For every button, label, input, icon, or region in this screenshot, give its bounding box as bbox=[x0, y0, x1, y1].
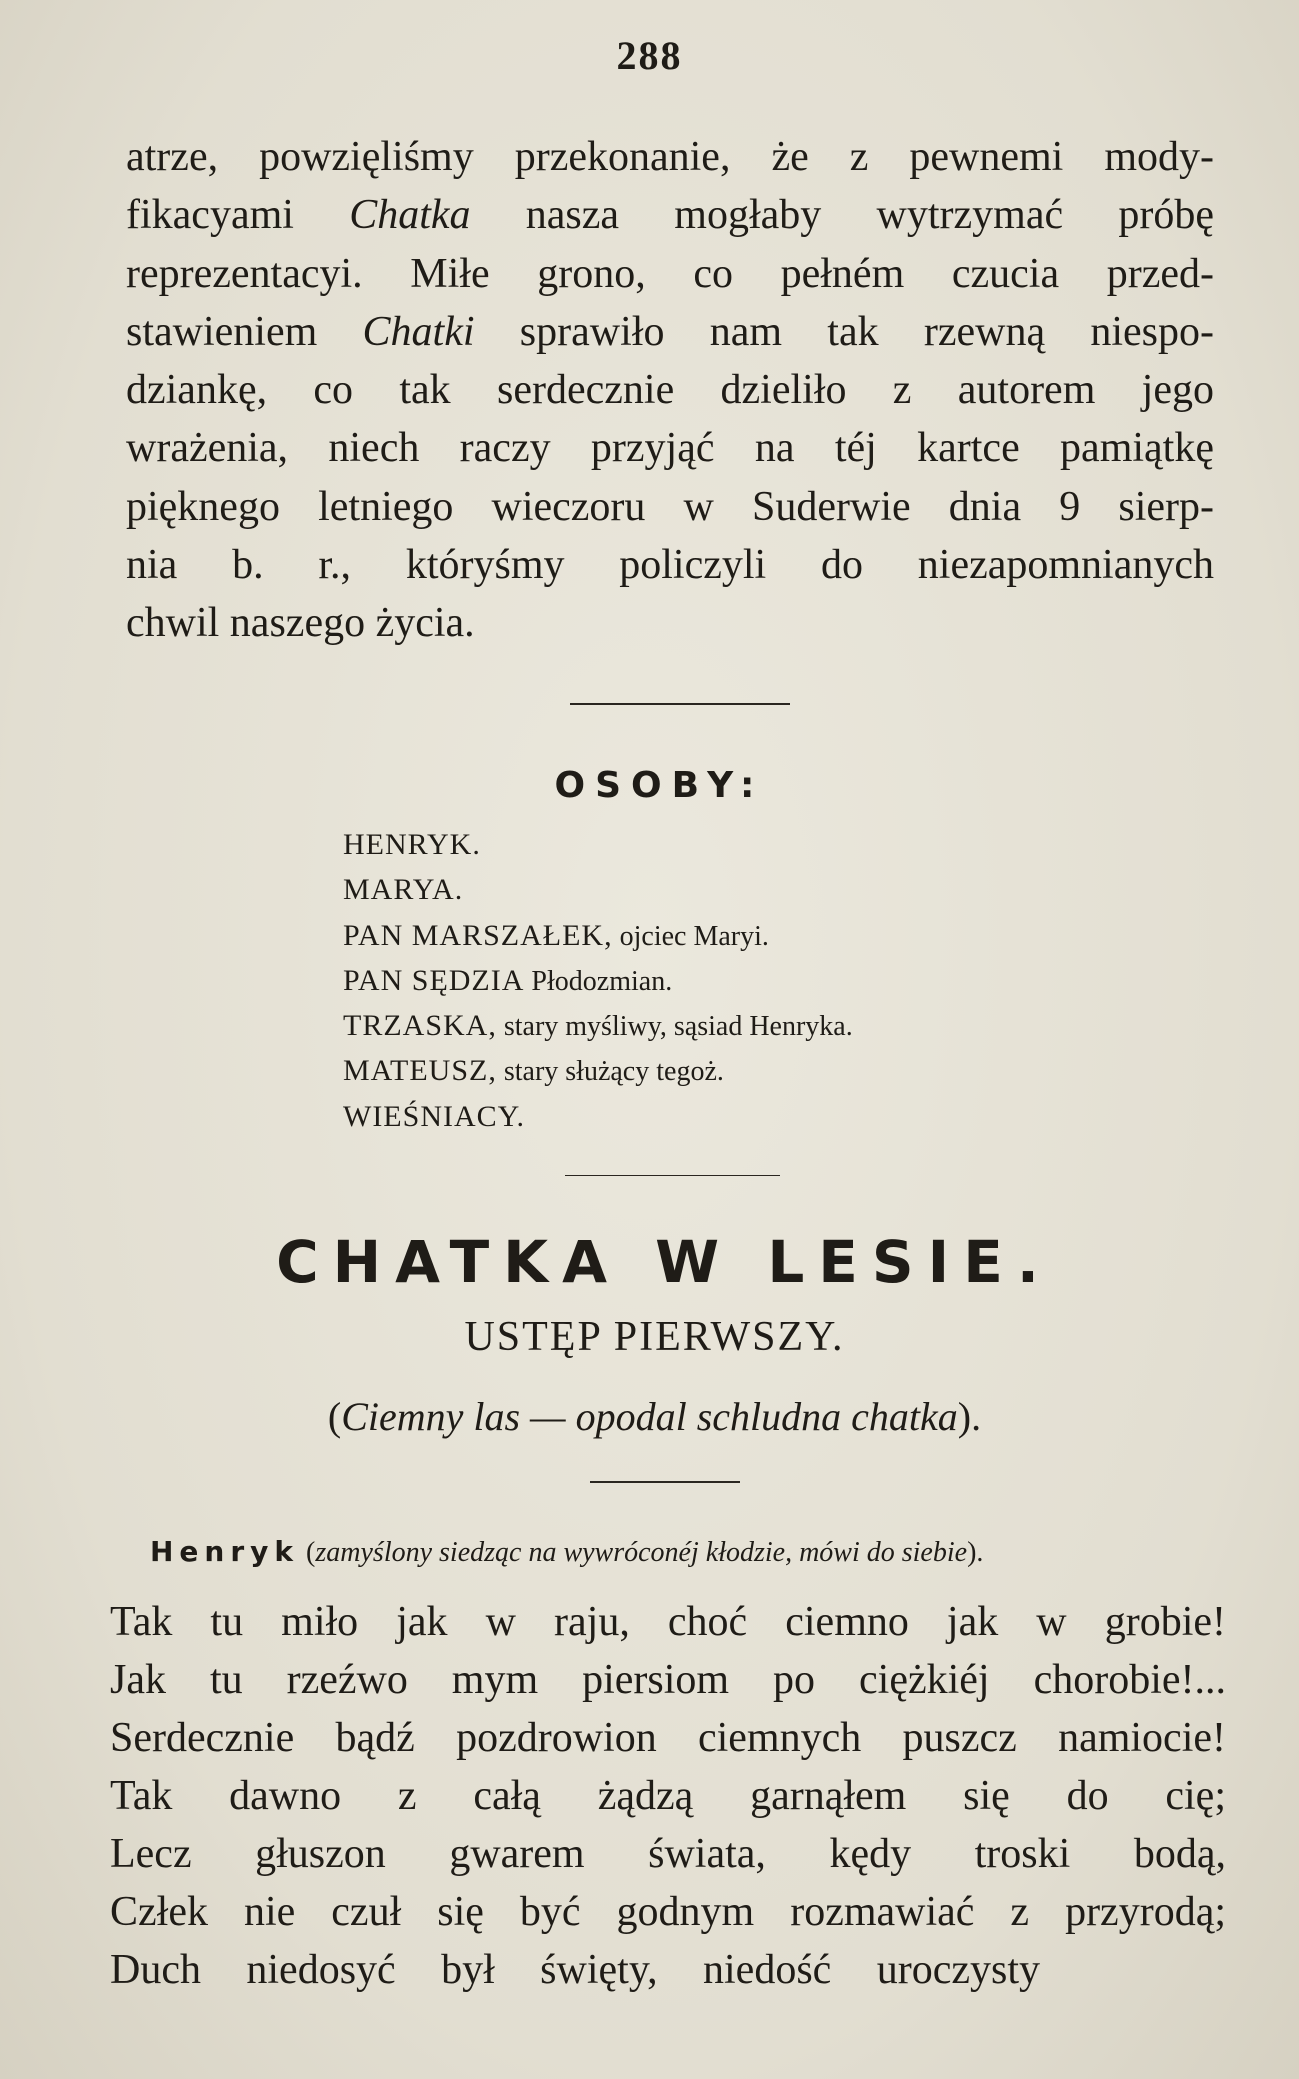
cast-description: stary służący tegoż. bbox=[496, 1056, 724, 1088]
cast-name: WIEŚNIACY. bbox=[343, 1099, 525, 1133]
cast-item bbox=[343, 1094, 1143, 1139]
act-title: USTĘP PIERWSZY. bbox=[464, 1314, 845, 1360]
cast-item bbox=[343, 958, 1143, 1003]
verse-block bbox=[110, 1593, 1226, 1999]
prose-line bbox=[126, 303, 1214, 361]
cast-name: TRZASKA, bbox=[343, 1009, 497, 1043]
cast-name: PAN MARSZAŁEK, bbox=[343, 918, 613, 952]
prose-line: pięknego letniego wieczoru w Suderwie dnia 9 sierp- bbox=[126, 483, 1214, 530]
speaker-name: Henryk bbox=[150, 1535, 300, 1568]
italic-title: Chatka bbox=[349, 192, 471, 239]
cast-description: Płodozmian. bbox=[524, 965, 673, 997]
page-number: 288 bbox=[616, 33, 683, 78]
verse-line: Tak tu miło jak w raju, choć ciemno jak w grobie! bbox=[110, 1599, 1226, 1645]
prose-text: nasza mogłaby wytrzymać próbę bbox=[470, 192, 1214, 239]
verse-line: Jak tu rzeźwo mym piersiom po ciężkiéj chorobie!... bbox=[110, 1657, 1226, 1703]
cast-item bbox=[343, 913, 1143, 958]
cast-item bbox=[343, 1048, 1143, 1093]
divider-rule bbox=[565, 1175, 780, 1176]
preface-paragraph bbox=[126, 128, 1214, 653]
play-title: CHATKA W LESIE. bbox=[276, 1228, 1053, 1296]
cast-name: MATEUSZ, bbox=[343, 1054, 497, 1088]
scene-setting: (Ciemny las — opodal schludna chatka). bbox=[327, 1394, 982, 1439]
verse-line: Duch niedosyć był święty, niedość uroczysty bbox=[110, 1947, 1040, 1993]
prose-text: sprawiło nam tak rzewną niespo- bbox=[474, 308, 1214, 355]
cast-heading: OSOBY: bbox=[554, 765, 765, 806]
cast-name: HENRYK. bbox=[343, 828, 481, 861]
verse-line: Serdecznie bądź pozdrowion ciemnych puszcz namiocie! bbox=[110, 1715, 1226, 1761]
italic-title: Chatki bbox=[362, 308, 475, 355]
verse-line: Lecz głuszon gwarem świata, kędy troski bodą, bbox=[110, 1831, 1226, 1877]
prose-line: dziankę, co tak serdecznie dzieliło z autorem jego bbox=[126, 367, 1214, 414]
cast-name: PAN SĘDZIA bbox=[343, 963, 525, 997]
cast-description: stary myśliwy, sąsiad Henryka. bbox=[496, 1011, 853, 1043]
cast-description: ojciec Maryi. bbox=[612, 920, 769, 952]
prose-line: reprezentacyi. Miłe grono, co pełném czucia przed- bbox=[126, 250, 1214, 297]
cast-item bbox=[343, 867, 1143, 912]
prose-line bbox=[126, 186, 1214, 244]
verse-line: Człek nie czuł się być godnym rozmawiać z przyrodą; bbox=[110, 1889, 1226, 1935]
stage-direction: zamyślony siedząc na wywróconéj kłodzie, mówi do siebie bbox=[315, 1537, 968, 1568]
prose-text: stawieniem bbox=[126, 308, 363, 355]
cast-item bbox=[343, 1003, 1143, 1048]
prose-line: wrażenia, niech raczy przyjąć na téj kartce pamiątkę bbox=[126, 425, 1214, 472]
cast-name: MARYA. bbox=[343, 873, 464, 907]
prose-line: atrze, powzięliśmy przekonanie, że z pewnemi mody- bbox=[126, 134, 1214, 180]
prose-line: chwil naszego życia. bbox=[126, 600, 475, 647]
scene-setting-text: Ciemny las — opodal schludna chatka bbox=[341, 1394, 958, 1439]
divider-rule bbox=[570, 703, 790, 705]
verse-line: Tak dawno z całą żądzą garnąłem się do cię; bbox=[110, 1773, 1226, 1819]
cast-item bbox=[343, 822, 1143, 867]
prose-line: nia b. r., któryśmy policzyli do niezapomnianych bbox=[126, 542, 1214, 589]
prose-text: fikacyami bbox=[126, 192, 350, 239]
divider-rule bbox=[590, 1481, 740, 1483]
speaker-line: Henryk (zamyślony siedząc na wywróconéj kłodzie, mówi do siebie). bbox=[150, 1535, 984, 1568]
cast-list bbox=[343, 822, 1143, 1139]
